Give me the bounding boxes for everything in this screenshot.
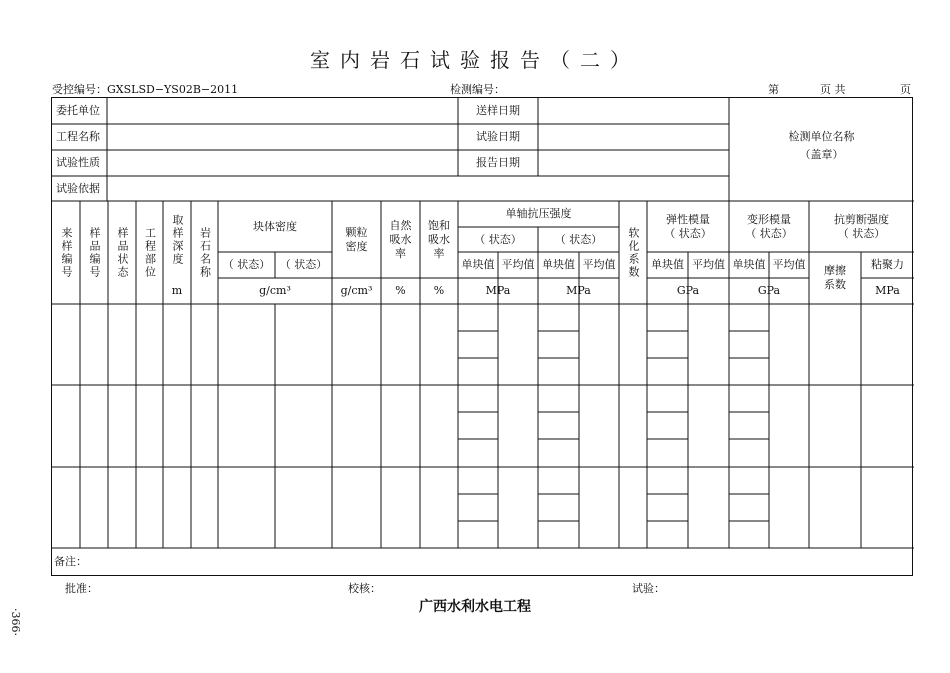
softening-header: 软化系数 bbox=[627, 226, 640, 279]
remarks-field[interactable] bbox=[112, 548, 912, 576]
ucs-b-avg-header: 平均值 bbox=[582, 258, 616, 271]
deform-modulus-state: （ 状态） bbox=[745, 226, 793, 240]
send-date-field[interactable] bbox=[538, 98, 729, 124]
bulk-density-header: 块体密度 bbox=[253, 219, 297, 233]
approve-label: 批准： bbox=[65, 582, 98, 595]
stamp-label: （盖章） bbox=[799, 148, 844, 161]
ucs-state-a: （ 状态） bbox=[474, 232, 522, 246]
elastic-modulus-state: （ 状态） bbox=[664, 226, 712, 240]
natural-absorption-unit: % bbox=[395, 284, 406, 297]
remarks-label: 备注： bbox=[54, 555, 87, 568]
elastic-single-header: 单块值 bbox=[651, 258, 684, 271]
sample-no-header: 样品编号 bbox=[88, 226, 101, 279]
deform-modulus-header bbox=[729, 201, 809, 252]
depth-header: 取样深度 bbox=[171, 213, 184, 266]
project-field[interactable] bbox=[107, 124, 458, 150]
elastic-modulus-header bbox=[647, 201, 729, 252]
sample-state-header: 样品状态 bbox=[116, 226, 129, 279]
client-label: 委托单位 bbox=[56, 104, 100, 117]
bulk-density-state-b: （ 状态） bbox=[279, 258, 328, 271]
project-label: 工程名称 bbox=[56, 130, 100, 143]
saturated-absorption-unit: % bbox=[433, 284, 445, 297]
ucs-header: 单轴抗压强度 bbox=[505, 207, 572, 220]
deform-avg-header: 平均值 bbox=[772, 258, 806, 271]
ucs-b-unit: MPa bbox=[566, 284, 591, 297]
deform-modulus-title: 变形模量 bbox=[747, 212, 791, 226]
data-row-2[interactable] bbox=[52, 385, 914, 467]
page-label-2: 页 共 bbox=[820, 83, 846, 96]
control-number-value: GXSLSD−YS02B−2011 bbox=[107, 83, 239, 96]
ucs-a-unit: MPa bbox=[485, 284, 511, 297]
deform-unit: GPa bbox=[757, 284, 781, 297]
shear-strength-header bbox=[809, 201, 914, 252]
depth-unit: m bbox=[171, 284, 183, 297]
source-no-header: 来样编号 bbox=[60, 226, 73, 279]
saturated-absorption-header: 饱和吸水率 bbox=[428, 218, 450, 260]
review-label: 校核： bbox=[348, 582, 381, 595]
control-number bbox=[52, 81, 238, 97]
rock-name-header: 岩石名称 bbox=[198, 226, 212, 279]
elastic-modulus-title: 弹性模量 bbox=[666, 212, 710, 226]
natural-absorption-header: 自然吸水率 bbox=[389, 218, 412, 260]
page-label-3: 页 bbox=[900, 83, 911, 96]
data-row-3[interactable] bbox=[52, 467, 914, 548]
bulk-density-state-a: （ 状态） bbox=[222, 258, 271, 271]
page-number: ·366· bbox=[9, 608, 22, 636]
ucs-a-avg-header: 平均值 bbox=[501, 258, 535, 271]
data-row-1[interactable] bbox=[52, 304, 914, 385]
org-name-label: 检测单位名称 bbox=[788, 130, 855, 143]
elastic-unit: GPa bbox=[676, 284, 700, 297]
ucs-state-b: （ 状态） bbox=[554, 232, 603, 246]
page-label-1: 第 bbox=[768, 83, 779, 96]
friction-header: 摩擦系数 bbox=[824, 264, 846, 291]
send-date-label: 送样日期 bbox=[476, 104, 520, 117]
cohesion-unit: MPa bbox=[875, 284, 900, 297]
control-number-label: 受控编号： bbox=[52, 83, 107, 96]
report-title: 室内岩石试验报告（二） bbox=[310, 48, 640, 72]
test-date-label: 试验日期 bbox=[476, 130, 520, 143]
shear-strength-title: 抗剪断强度 bbox=[834, 212, 889, 226]
client-field[interactable] bbox=[107, 98, 458, 124]
basis-label: 试验依据 bbox=[56, 181, 100, 195]
particle-density-unit: g/cm³ bbox=[340, 284, 373, 297]
cohesion-header: 粘聚力 bbox=[871, 258, 904, 271]
project-part-header: 工程部位 bbox=[143, 226, 157, 279]
test-number-label: 检测编号： bbox=[450, 83, 505, 96]
particle-density-header: 颗粒密度 bbox=[345, 225, 368, 253]
nature-label: 试验性质 bbox=[56, 156, 100, 169]
organization-name: 广西水利水电工程 bbox=[419, 599, 531, 615]
elastic-avg-header: 平均值 bbox=[692, 258, 725, 271]
shear-strength-state: （ 状态） bbox=[837, 226, 886, 240]
report-date-label: 报告日期 bbox=[476, 156, 520, 169]
nature-field[interactable] bbox=[107, 150, 458, 176]
bulk-density-unit: g/cm³ bbox=[259, 284, 291, 297]
test-label: 试验： bbox=[632, 582, 665, 595]
test-date-field[interactable] bbox=[538, 124, 729, 150]
ucs-a-single-header: 单块值 bbox=[461, 258, 495, 271]
ucs-b-single-header: 单块值 bbox=[542, 258, 575, 271]
basis-field[interactable] bbox=[107, 176, 729, 201]
report-form bbox=[51, 97, 913, 576]
deform-single-header: 单块值 bbox=[732, 258, 766, 271]
report-date-field[interactable] bbox=[538, 150, 729, 176]
